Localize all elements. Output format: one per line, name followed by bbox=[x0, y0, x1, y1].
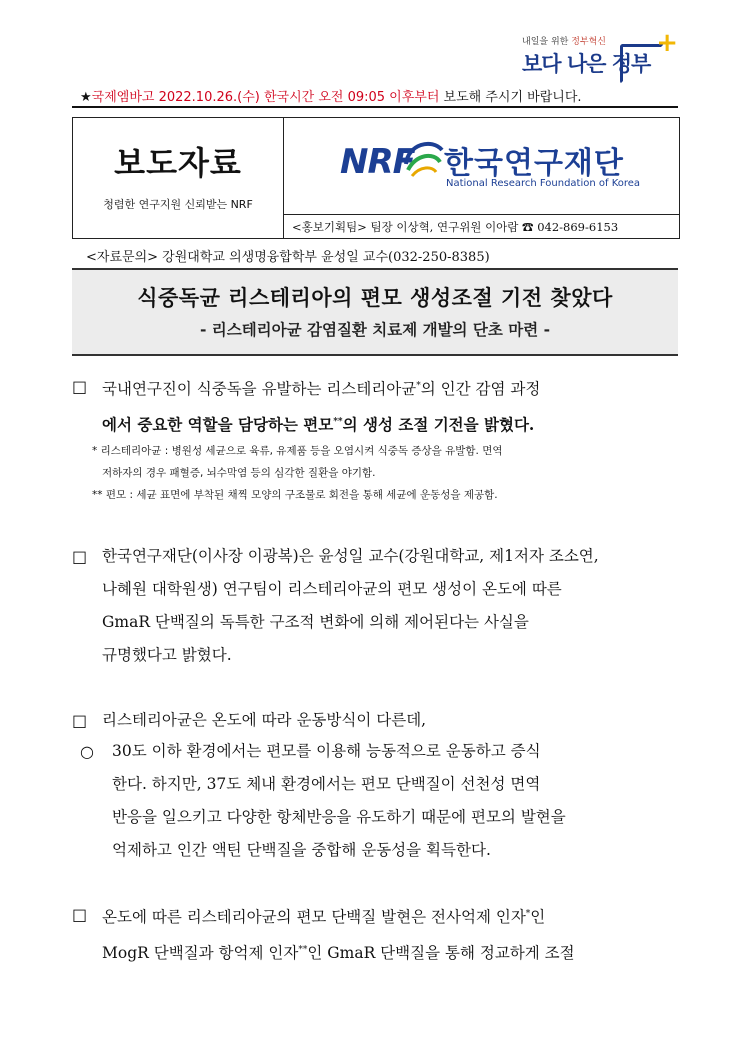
inquiry-contact: <자료문의> 강원대학교 의생명융합학부 윤성일 교수(032-250-8385) bbox=[86, 250, 490, 265]
embargo-notice bbox=[80, 86, 582, 105]
paragraph-line bbox=[72, 370, 678, 406]
paragraph-line: 한국연구재단(이사장 이광복)은 윤성일 교수(강원대학교, 제1저자 조소연, bbox=[102, 547, 599, 565]
embargo-time: 국제엠바고 2022.10.26.(수) 한국시간 오전 09:05 이후부터 bbox=[91, 90, 440, 105]
paragraph-line: 규명했다고 밝혔다. bbox=[102, 646, 232, 664]
footnotes bbox=[92, 440, 682, 506]
footnote-marker: * bbox=[416, 381, 421, 391]
document-title: 보도자료 bbox=[114, 144, 242, 182]
circle-bullet-icon: ○ bbox=[80, 742, 94, 761]
text: 온도에 따른 리스테리아균의 편모 단백질 발현은 전사억제 인자 bbox=[102, 908, 526, 927]
text: 의 인간 감염 과정 bbox=[420, 380, 541, 399]
star-icon: ★ bbox=[80, 90, 92, 105]
footnote-2: ** 편모 : 세균 표면에 부착된 채찍 모양의 구조물로 회전을 통해 세균에 운동성을 제공함. bbox=[92, 489, 498, 501]
headline-subtitle: - 리스테리아균 감염질환 치료제 개발의 단초 마련 - bbox=[199, 321, 551, 339]
paragraph-line bbox=[72, 898, 678, 934]
government-slogan bbox=[522, 34, 606, 47]
text: 에서 중요한 역할을 담당하는 편모 bbox=[102, 415, 334, 435]
text: 인 GmaR 단백질을 통해 정교하게 조절 bbox=[307, 944, 575, 963]
footnote-marker: * bbox=[525, 909, 531, 919]
text: 국내연구진이 식중독을 유발하는 리스테리아균 bbox=[102, 380, 417, 399]
headline-title: 식중독균 리스테리아의 편모 생성조절 기전 찾았다 bbox=[137, 286, 613, 310]
paragraph-line: 30도 이하 환경에서는 편모를 이용해 능동적으로 운동하고 증식 bbox=[112, 742, 541, 760]
square-bullet-icon: □ bbox=[72, 547, 88, 566]
footnote-1: * 리스테리아균 : 병원성 세균으로 육류, 유제품 등을 오염시켜 식중독 증상을 유발함. 면역 bbox=[92, 445, 503, 457]
paragraph-4 bbox=[80, 735, 678, 867]
text: 인 bbox=[530, 908, 546, 927]
nrf-swirl-icon bbox=[398, 134, 448, 184]
paragraph-line bbox=[72, 406, 678, 441]
paragraph-line: 한다. 하지만, 37도 체내 환경에서는 편모 단백질이 선천성 면역 bbox=[112, 775, 541, 793]
paragraph-3 bbox=[72, 704, 678, 737]
footnote-marker: ** bbox=[333, 417, 343, 428]
plus-icon: + bbox=[656, 28, 678, 58]
organization-motto: 청렴한 연구지원 신뢰받는 NRF bbox=[103, 198, 253, 211]
footnote-1-continued: 저하자의 경우 패혈증, 뇌수막염 등의 심각한 질환을 야기함. bbox=[102, 467, 376, 479]
divider bbox=[72, 106, 678, 108]
nrf-english-name: National Research Foundation of Korea bbox=[446, 178, 641, 189]
text: 의 생성 조절 기전을 밝혔다. bbox=[342, 415, 535, 435]
footnote-marker: ** bbox=[298, 945, 308, 956]
nrf-logo bbox=[340, 132, 670, 202]
paragraph-2 bbox=[72, 540, 678, 672]
government-logo bbox=[522, 28, 678, 78]
header-logo-cell bbox=[284, 118, 679, 238]
press-contact: <홍보기획팀> 팀장 이상혁, 연구위원 이아람 ☎ 042-869-6153 bbox=[292, 220, 619, 234]
slogan-prefix: 내일을 위한 bbox=[522, 37, 572, 47]
government-logo-text: 보다 나은 정부 bbox=[522, 52, 651, 76]
paragraph-5 bbox=[72, 898, 678, 970]
nrf-logo-mark: NRF bbox=[340, 142, 415, 182]
paragraph-1 bbox=[72, 370, 678, 441]
paragraph-line: GmaR 단백질의 독특한 구조적 변화에 의해 제어된다는 사실을 bbox=[102, 613, 529, 631]
divider bbox=[284, 214, 679, 215]
paragraph-line: 억제하고 인간 액틴 단백질을 중합해 운동성을 획득한다. bbox=[112, 841, 491, 859]
square-bullet-icon: □ bbox=[72, 711, 88, 730]
paragraph-line: 나혜원 대학원생) 연구팀이 리스테리아균의 편모 생성이 온도에 따른 bbox=[102, 580, 562, 598]
square-bullet-icon: □ bbox=[72, 905, 88, 924]
press-header bbox=[72, 117, 680, 239]
slogan-accent: 정부혁신 bbox=[571, 37, 606, 47]
paragraph-line: 반응을 일으키고 다양한 항체반응을 유도하기 때문에 편모의 발현을 bbox=[112, 808, 566, 826]
nrf-korean-name: 한국연구재단 bbox=[444, 146, 624, 181]
embargo-request: 보도해 주시기 바랍니다. bbox=[439, 90, 582, 105]
paragraph-line bbox=[72, 934, 678, 970]
square-bullet-icon: □ bbox=[72, 377, 88, 396]
paragraph-line: 리스테리아균은 온도에 따라 운동방식이 다른데, bbox=[102, 711, 427, 729]
header-title-cell bbox=[73, 118, 284, 238]
headline-box bbox=[72, 268, 678, 356]
text: MogR 단백질과 항억제 인자 bbox=[102, 944, 299, 963]
